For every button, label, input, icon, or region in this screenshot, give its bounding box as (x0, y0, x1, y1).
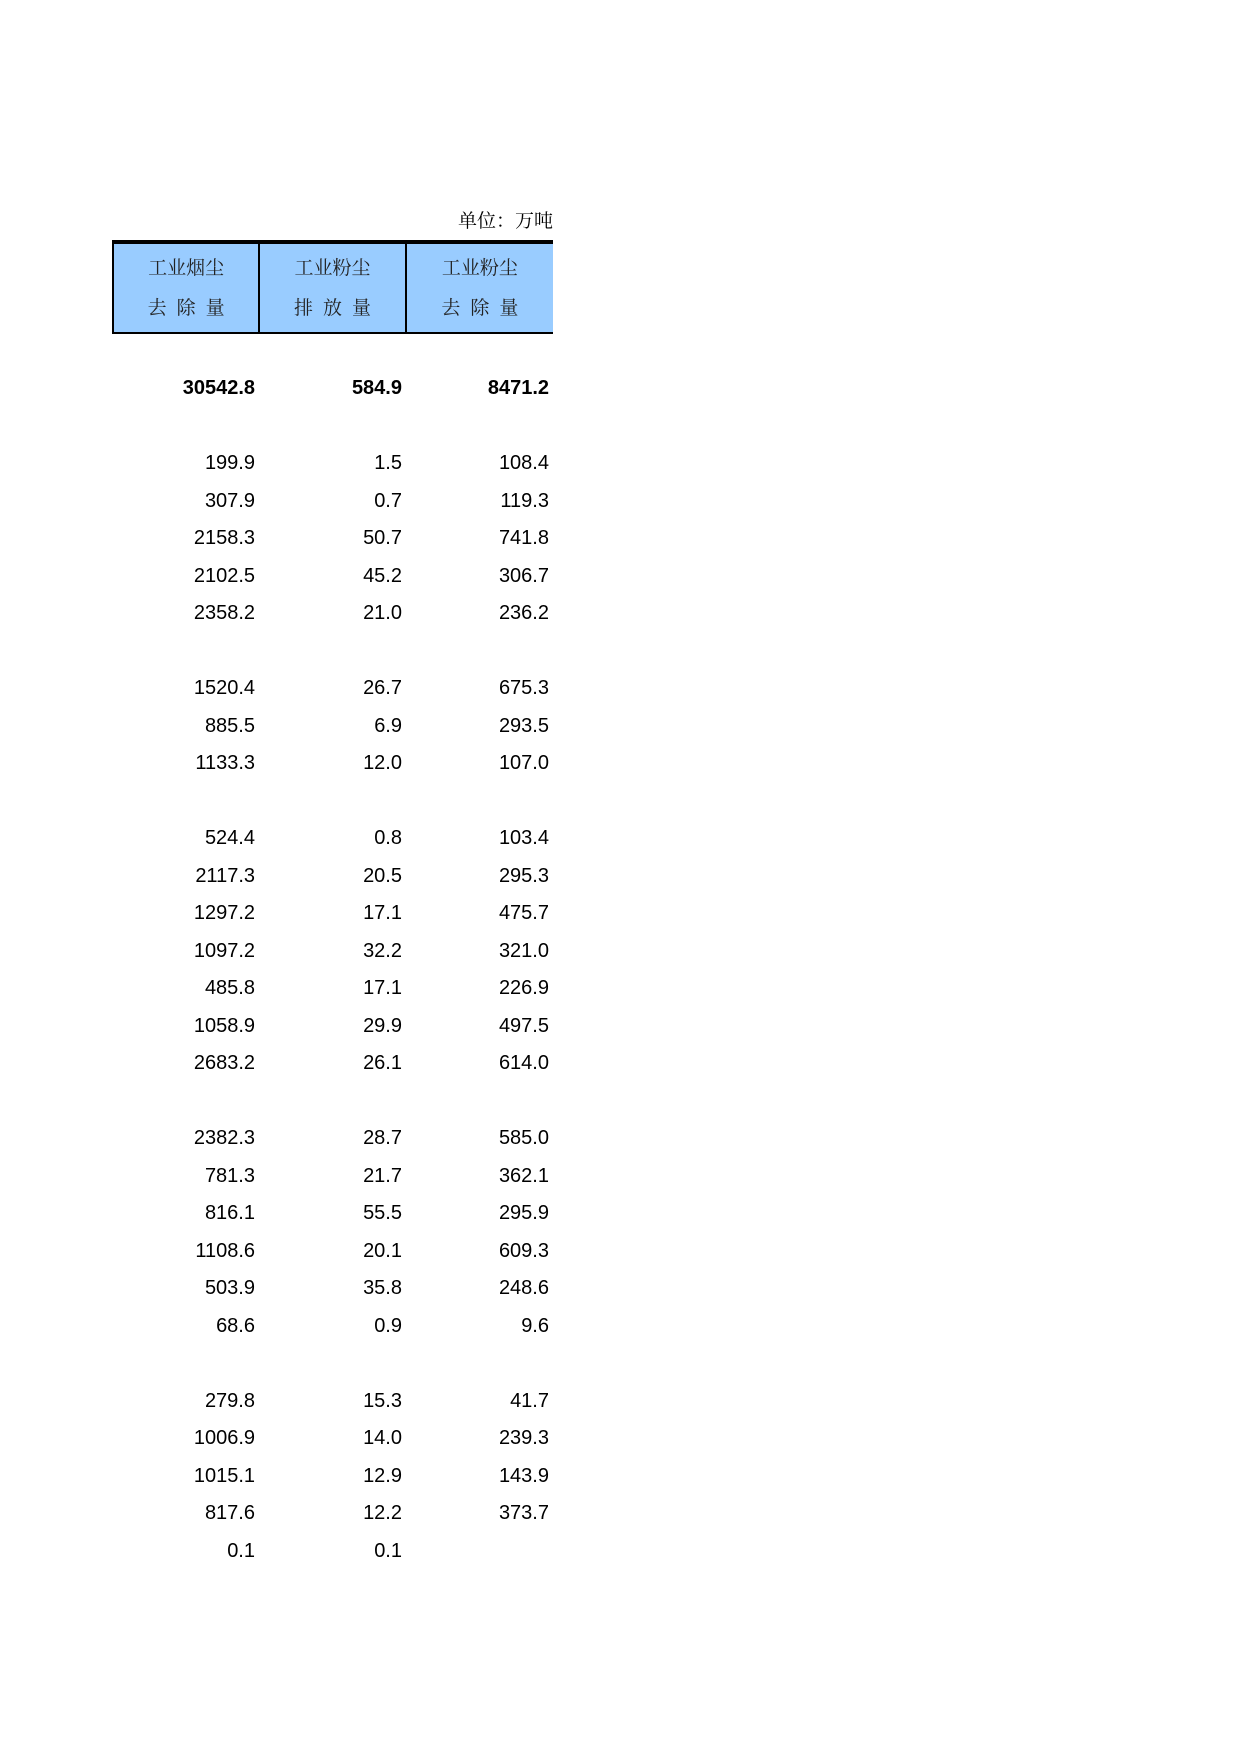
table-row (112, 1420, 553, 1457)
table-cell: 307.9 (204, 489, 255, 512)
table-row (112, 895, 553, 932)
table-cell: 68.6 (216, 1314, 255, 1337)
table-cell: 2102.5 (193, 564, 255, 587)
table-cell: 32.2 (363, 939, 402, 962)
table-cell: 103.4 (498, 827, 549, 849)
table-cell: 29.9 (363, 1014, 402, 1037)
table-cell: 497.5 (498, 1014, 549, 1037)
table-cell: 585.0 (498, 1127, 549, 1149)
table-cell: 781.3 (204, 1164, 255, 1187)
header-cell-dust-emitted (260, 244, 406, 332)
header-line2: 排放量 (294, 297, 382, 319)
table-row (112, 520, 553, 557)
table-cell: 0.8 (374, 827, 402, 849)
table-cell: 26.7 (363, 677, 402, 699)
table-cell: 50.7 (363, 527, 402, 549)
table-cell: 28.7 (363, 1127, 402, 1149)
table-cell: 6.9 (374, 714, 402, 737)
table-cell: 584.9 (351, 377, 402, 399)
table-cell: 1015.1 (193, 1464, 255, 1487)
header-line1: 工业粉尘 (441, 257, 518, 279)
table-cell: 12.2 (363, 1502, 402, 1524)
table-cell: 362.1 (498, 1164, 549, 1187)
table-cell: 524.4 (204, 827, 255, 849)
header-cell-dust-removed (407, 244, 553, 332)
table-cell: 236.2 (498, 602, 549, 624)
table-row (112, 1458, 553, 1495)
table-cell: 21.7 (363, 1164, 402, 1187)
table-cell: 1006.9 (193, 1427, 255, 1449)
table-cell: 293.5 (498, 714, 549, 737)
table-row (112, 970, 553, 1007)
table-row (112, 1045, 553, 1082)
table-cell: 295.9 (498, 1202, 549, 1224)
table-cell: 0.9 (374, 1314, 402, 1337)
table-cell: 12.0 (363, 752, 402, 774)
table-cell: 2117.3 (195, 864, 255, 887)
table-cell: 373.7 (498, 1502, 549, 1524)
table-row (112, 1233, 553, 1270)
table-cell: 143.9 (498, 1464, 549, 1487)
table-cell: 199.9 (204, 452, 255, 474)
table-cell: 0.1 (227, 1539, 255, 1562)
header-cell-smoke-removed (114, 244, 260, 332)
table-row (112, 445, 553, 482)
table-cell: 107.0 (498, 752, 549, 774)
unit-label: 单位：万吨 (457, 210, 553, 232)
table-cell: 485.8 (204, 977, 255, 999)
table-row (112, 1495, 553, 1532)
table-cell: 741.8 (498, 527, 549, 549)
table-row (112, 1158, 553, 1195)
table-header (112, 240, 553, 334)
header-line1: 工业粉尘 (294, 257, 371, 279)
table-cell: 2683.2 (193, 1052, 255, 1074)
table-cell: 226.9 (498, 977, 549, 999)
table-cell: 35.8 (363, 1277, 402, 1299)
table-cell: 17.1 (363, 902, 402, 924)
table-cell: 321.0 (498, 939, 549, 962)
table-cell: 30542.8 (182, 377, 255, 399)
table-row (112, 1533, 553, 1570)
table-cell: 0.7 (374, 489, 402, 512)
table-cell: 279.8 (204, 1389, 255, 1412)
table-row (112, 1195, 553, 1232)
header-line2: 去除量 (147, 297, 235, 319)
table-cell: 26.1 (363, 1052, 402, 1074)
header-line2: 去除量 (441, 297, 529, 319)
table-cell: 609.3 (498, 1239, 549, 1262)
table-cell: 119.3 (500, 489, 549, 512)
table-row (112, 820, 553, 857)
table-cell: 17.1 (363, 977, 402, 999)
table-row (112, 858, 553, 895)
table-cell: 295.3 (498, 864, 549, 887)
table-cell: 8471.2 (487, 377, 549, 399)
header-line1: 工业烟尘 (148, 257, 225, 279)
table-cell: 45.2 (363, 564, 402, 587)
table-row (112, 1270, 553, 1307)
table-cell: 614.0 (498, 1052, 549, 1074)
table-cell: 248.6 (498, 1277, 549, 1299)
table-row (112, 1308, 553, 1345)
table-cell: 239.3 (498, 1427, 549, 1449)
table-cell: 675.3 (498, 677, 549, 699)
table-cell: 816.1 (204, 1202, 255, 1224)
table-row (112, 745, 553, 782)
table-cell: 2382.3 (193, 1127, 255, 1149)
table-cell: 1108.6 (195, 1239, 255, 1262)
table-row (112, 558, 553, 595)
table-cell: 0.1 (374, 1539, 402, 1562)
table-cell (406, 1533, 553, 1570)
table-row (112, 1120, 553, 1157)
table-cell: 12.9 (363, 1464, 402, 1487)
table-cell: 14.0 (363, 1427, 402, 1449)
table-cell: 20.1 (363, 1239, 402, 1262)
table-cell: 2358.2 (193, 602, 255, 624)
table-cell: 1097.2 (193, 939, 255, 962)
table-cell: 20.5 (363, 864, 402, 887)
table-cell: 475.7 (498, 902, 549, 924)
table-row (112, 483, 553, 520)
table-row (112, 708, 553, 745)
table-cell: 817.6 (204, 1502, 255, 1524)
table-cell: 41.7 (510, 1389, 549, 1412)
table-cell: 503.9 (204, 1277, 255, 1299)
table-cell: 108.4 (498, 452, 549, 474)
total-row (112, 370, 553, 407)
table-cell: 2158.3 (193, 527, 255, 549)
table-cell: 1133.3 (195, 752, 255, 774)
table-cell: 9.6 (521, 1314, 549, 1337)
table-cell: 885.5 (204, 714, 255, 737)
table-cell: 1.5 (374, 452, 402, 474)
table-cell: 1520.4 (193, 677, 255, 699)
table-row (112, 1008, 553, 1045)
table-cell: 306.7 (498, 564, 549, 587)
data-table (112, 240, 553, 1562)
table-cell: 1058.9 (193, 1014, 255, 1037)
table-row (112, 595, 553, 632)
table-cell: 55.5 (363, 1202, 402, 1224)
table-row (112, 670, 553, 707)
table-row (112, 1383, 553, 1420)
table-cell: 1297.2 (193, 902, 255, 924)
table-row (112, 933, 553, 970)
table-cell: 15.3 (363, 1389, 402, 1412)
table-cell: 21.0 (363, 602, 402, 624)
